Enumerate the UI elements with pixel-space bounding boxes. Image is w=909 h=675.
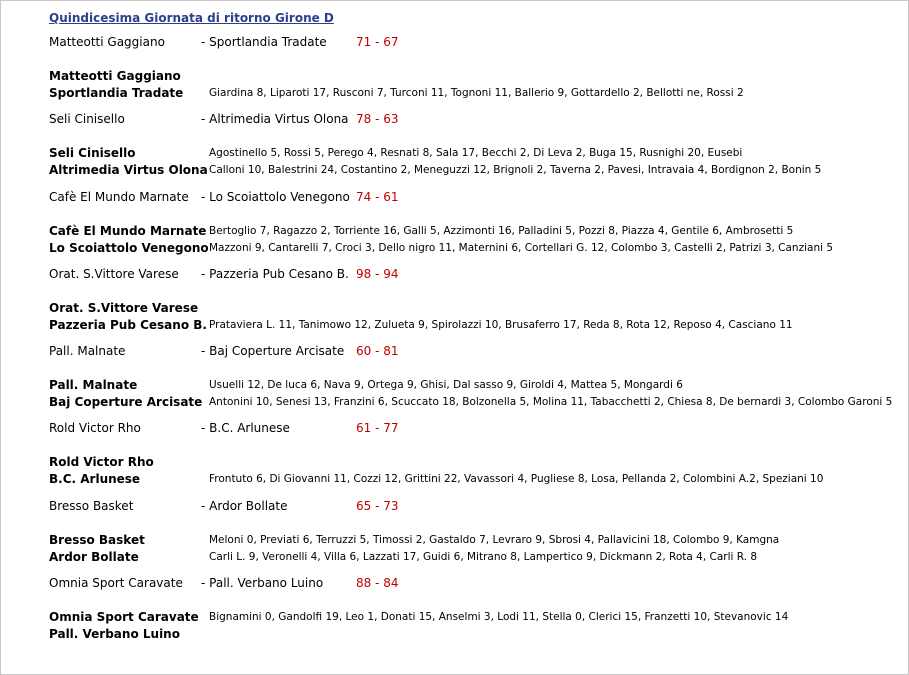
page-title-link[interactable]: Quindicesima Giornata di ritorno Girone D	[49, 11, 334, 25]
home-team: Matteotti Gaggiano	[49, 35, 165, 49]
team-name: Lo Scoiattolo Venegono	[49, 241, 209, 255]
player-scores: Bignamini 0, Gandolfi 19, Leo 1, Donati 15, Anselmi 3, Lodi 11, Stella 0, Clerici 15, Franzetti 10, Stevanovic 14	[209, 611, 789, 623]
team-name: Rold Victor Rho	[49, 455, 154, 469]
home-team: Orat. S.Vittore Varese	[49, 267, 179, 281]
team-name: Orat. S.Vittore Varese	[49, 301, 199, 315]
player-scores: Bertoglio 7, Ragazzo 2, Torriente 16, Galli 5, Azzimonti 16, Palladini 5, Pozzi 8, Piazza 4, Gentile 6, Ambrosetti 5	[209, 225, 794, 237]
away-team: - B.C. Arlunese	[201, 421, 290, 435]
away-team: - Baj Coperture Arcisate	[201, 344, 345, 358]
team-name: Pazzeria Pub Cesano B.	[49, 318, 207, 332]
player-scores: Giardina 8, Liparoti 17, Rusconi 7, Turconi 11, Tognoni 11, Ballerio 9, Gottardello 2, Bellotti ne, Rossi 2	[209, 87, 744, 99]
score: 60 - 81	[356, 344, 399, 358]
team-name: Altrimedia Virtus Olona	[49, 163, 208, 177]
score: 78 - 63	[356, 112, 399, 126]
player-scores: Agostinello 5, Rossi 5, Perego 4, Resnati 8, Sala 17, Becchi 2, Di Leva 2, Buga 15, Rusnighi 20, Eusebi	[209, 147, 743, 159]
home-team: Pall. Malnate	[49, 344, 126, 358]
home-team: Rold Victor Rho	[49, 421, 141, 435]
away-team: - Pall. Verbano Luino	[201, 576, 324, 590]
player-scores: Usuelli 12, De luca 6, Nava 9, Ortega 9, Ghisi, Dal sasso 9, Giroldi 4, Mattea 5, Mongardi 6	[209, 379, 683, 391]
team-name: Matteotti Gaggiano	[49, 69, 181, 83]
player-scores: Mazzoni 9, Cantarelli 7, Croci 3, Dello nigro 11, Maternini 6, Cortellari G. 12, Colombo 3, Castelli 2, Patrizi 3, Canziani 5	[209, 242, 834, 254]
team-name: Pall. Verbano Luino	[49, 627, 180, 641]
team-name: B.C. Arlunese	[49, 472, 141, 486]
team-name: Omnia Sport Caravate	[49, 610, 199, 624]
score: 65 - 73	[356, 499, 399, 513]
score: 71 - 67	[356, 35, 399, 49]
team-name: Seli Cinisello	[49, 146, 136, 160]
player-scores: Antonini 10, Senesi 13, Franzini 6, Scuccato 18, Bolzonella 5, Molina 11, Tabacchetti 2, Chiesa 8, De bernardi 3, Colombo Garoni 5	[209, 396, 893, 408]
player-scores: Prataviera L. 11, Tanimowo 12, Zulueta 9, Spirolazzi 10, Brusaferro 17, Reda 8, Rota 12, Reposo 4, Casciano 11	[209, 319, 793, 331]
team-name: Sportlandia Tradate	[49, 86, 184, 100]
away-team: - Lo Scoiattolo Venegono	[201, 190, 350, 204]
away-team: - Ardor Bollate	[201, 499, 288, 513]
home-team: Seli Cinisello	[49, 112, 125, 126]
player-scores: Meloni 0, Previati 6, Terruzzi 5, Timossi 2, Gastaldo 7, Levraro 9, Sbrosi 4, Pallavicini 18, Colombo 9, Kamgna	[209, 534, 780, 546]
home-team: Bresso Basket	[49, 499, 134, 513]
player-scores: Carli L. 9, Veronelli 4, Villa 6, Lazzati 17, Guidi 6, Mitrano 8, Lampertico 9, Dickmann 2, Rota 4, Carli R. 8	[209, 551, 758, 563]
away-team: - Altrimedia Virtus Olona	[201, 112, 349, 126]
score: 74 - 61	[356, 190, 399, 204]
score: 61 - 77	[356, 421, 399, 435]
away-team: - Sportlandia Tradate	[201, 35, 327, 49]
home-team: Omnia Sport Caravate	[49, 576, 183, 590]
team-name: Baj Coperture Arcisate	[49, 395, 203, 409]
home-team: Cafè El Mundo Marnate	[49, 190, 189, 204]
team-name: Ardor Bollate	[49, 550, 139, 564]
player-scores: Frontuto 6, Di Giovanni 11, Cozzi 12, Grittini 22, Vavassori 4, Pugliese 8, Losa, Pellanda 2, Colombini A.2, Speziani 10	[209, 473, 824, 485]
score: 88 - 84	[356, 576, 399, 590]
player-scores: Calloni 10, Balestrini 24, Costantino 2, Meneguzzi 12, Brignoli 2, Taverna 2, Pavesi, Intravaia 4, Bordignon 2, Bonin 5	[209, 164, 822, 176]
away-team: - Pazzeria Pub Cesano B.	[201, 267, 349, 281]
team-name: Pall. Malnate	[49, 378, 138, 392]
team-name: Cafè El Mundo Marnate	[49, 224, 207, 238]
team-name: Bresso Basket	[49, 533, 145, 547]
score: 98 - 94	[356, 267, 399, 281]
